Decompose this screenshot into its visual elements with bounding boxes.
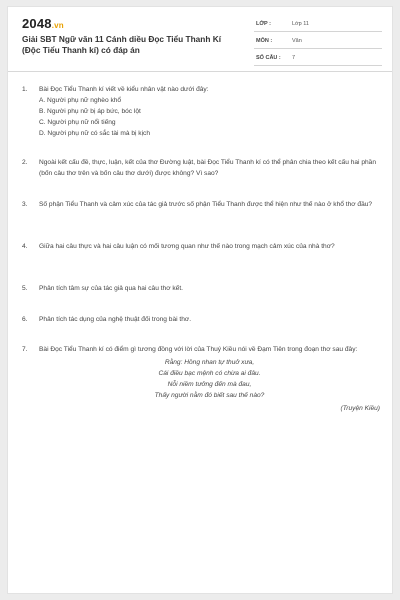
answer-option-b: B. Người phụ nữ bị áp bức, bóc lột [39,108,141,116]
question-7 [22,344,380,414]
question-number: 5. [22,285,28,292]
question-text: Số phận Tiểu Thanh và cảm xúc của tác giả trước số phận Tiểu Thanh được thể hiện như thế nào ở khổ thơ đầu? [39,201,373,208]
answer-option-d: D. Người phụ nữ có sắc tài mà bị kịch [39,130,151,138]
document-header [8,7,392,67]
document-title: Giải SBT Ngữ văn 11 Cánh diều Đọc Tiểu Thanh Kí (Độc Tiểu Thanh kí) có đáp án [22,34,222,55]
question-4 [22,241,380,252]
meta-value: 7 [292,55,296,61]
poem-source: (Truyện Kiều) [340,405,380,413]
question-6 [22,314,380,325]
poem-line: Nỗi niềm tưởng đến mà đau, [167,381,252,389]
question-text: Bài Đọc Tiểu Thanh kí có điểm gì tương đồng với lời của Thuý Kiều nói về Đạm Tiên trong đoạn thơ sau đây: [39,346,358,353]
meta-row-count [254,50,382,66]
answer-option-a: A. Người phụ nữ nghèo khổ [39,97,122,105]
meta-row-subject [254,33,382,49]
question-3 [22,199,380,210]
meta-label: LỚP : [256,21,271,27]
meta-label: MÔN : [256,38,273,44]
question-1 [22,84,380,139]
poem-line: Cái điều bạc mệnh có chừa ai đâu. [158,370,261,378]
question-number: 4. [22,243,28,250]
site-logo[interactable]: 2048.vn [22,16,64,31]
question-5 [22,283,380,294]
meta-value: Lớp 11 [292,21,309,27]
header-divider [8,71,392,72]
meta-table [254,16,382,67]
question-text: Phân tích tâm sự của tác giả qua hai câu thơ kết. [39,285,183,292]
question-number: 2. [22,159,28,166]
poem-line: Thấy người nằm đó biết sau thế nào? [154,392,265,400]
question-2 [22,157,380,179]
answer-option-c: C. Người phụ nữ nổi tiếng [39,119,116,127]
question-text: Phân tích tác dụng của nghệ thuật đối trong bài thơ. [39,316,192,323]
question-number: 7. [22,346,28,353]
question-text: Giữa hai câu thực và hai câu luận có mối tương quan như thế nào trong mạch cảm xúc của nhà thơ? [39,243,335,250]
document-page [7,6,393,594]
meta-value: Văn [292,38,302,44]
meta-row-class [254,16,382,32]
poem-line: Rằng: Hồng nhan tự thuở xưa, [164,359,255,367]
question-number: 3. [22,201,28,208]
meta-label: SỐ CÂU : [256,55,281,61]
poem-excerpt [39,357,380,401]
question-text: Bài Đọc Tiểu Thanh kí viết về kiểu nhân vật nào dưới đây: [39,86,209,93]
question-number: 1. [22,86,28,93]
question-number: 6. [22,316,28,323]
question-text: Ngoài kết cấu đề, thực, luận, kết của thơ Đường luật, bài Đọc Tiểu Thanh kí có thể phân chia theo kết cấu hai phần (bốn câu thơ trên và bốn câu thơ dưới) được không? Vì sao? [39,159,376,178]
